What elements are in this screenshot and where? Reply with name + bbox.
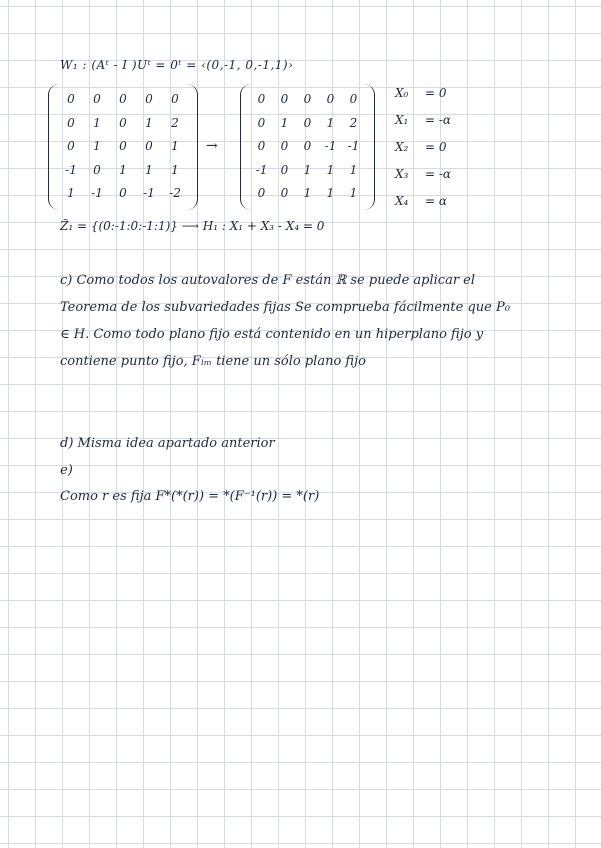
hyperplane-equation: Z̃₁ = {(0:-1:0:-1:1)} ⟶ H₁ : X₁ + X₃ - X₄ = 0 [60,219,325,233]
matrix-cell: 0 [67,115,75,130]
matrix-cell: -1 [324,139,337,154]
matrix-cell: 0 [145,139,153,154]
matrix-cell: 1 [145,115,153,130]
matrix-cell: 1 [171,139,179,154]
variable-name: X₄ [395,194,409,208]
matrix-cell: 0 [257,139,266,154]
matrix-cell: 0 [280,186,289,201]
matrix-cell: 0 [257,115,266,130]
matrix-cell: 1 [326,186,335,201]
matrix-cell: 0 [119,115,127,130]
matrix-cell: 0 [67,92,75,106]
matrix-cell: 0 [303,92,312,106]
matrix-cell: 1 [349,186,358,201]
line-e: e) [60,463,73,478]
matrix-cell: 1 [93,115,101,130]
matrix-cell: 1 [119,162,127,177]
matrix-left [48,84,198,210]
matrix-right [240,84,375,210]
variable-name: X₂ [395,140,409,154]
matrix-cell: 2 [349,115,358,130]
variable-name: X₁ [395,113,409,127]
matrix-cell: 0 [145,92,153,106]
matrix-left-entries [58,88,188,206]
matrix-cell: 0 [303,139,312,154]
line-d: d) Misma idea apartado anterior [60,436,275,451]
matrix-cell: 1 [303,186,312,201]
matrix-cell: 1 [145,162,153,177]
matrix-cell: -1 [347,139,360,154]
matrix-cell: 0 [280,139,289,154]
matrix-cell: 1 [171,162,179,177]
matrix-cell: 0 [119,139,127,154]
paragraph-c: c) Como todos los autovalores de F están ℝ se puede aplicar el Teorema de los subvariedades fijas Se comprueba fácilmente que P₀ ∈ H. Como todo plano fijo está contenido en un hiperplano fijo y contiene punto fijo, Fₗₘ tiene un sólo plano fijo [60,273,510,369]
matrix-cell: 0 [303,115,312,130]
matrix-cell: 0 [67,139,75,154]
matrix-cell: 0 [257,92,266,106]
matrix-cell: -1 [65,162,77,177]
matrix-cell: 0 [119,186,127,201]
matrix-cell: 1 [67,186,75,201]
solution-row [395,194,451,221]
matrix-cell: 0 [171,92,179,106]
matrix-left-close-paren [187,84,198,210]
reduction-arrow: → [206,138,218,154]
matrix-cell: -1 [255,162,268,177]
solution-values [395,86,451,221]
line-f: Como r es fija F*(*(r)) = *(F⁻¹(r)) = *(r) [60,489,320,504]
matrix-cell: 0 [280,162,289,177]
matrix-cell: -2 [169,186,181,201]
matrix-cell: 1 [93,139,101,154]
variable-value: = 0 [425,140,447,154]
variable-name: X₀ [395,86,409,100]
matrix-cell: 0 [326,92,335,106]
matrix-cell: 0 [257,186,266,201]
matrix-cell: 0 [280,92,289,106]
matrix-cell: 2 [171,115,179,130]
eigenspace-equation: W₁ : (Aᵗ - I )Uᵗ = 0ᵗ = ‹(0,-1, 0,-1,1)› [60,58,294,72]
matrix-cell: 0 [119,92,127,106]
matrix-cell: 1 [303,162,312,177]
variable-name: X₃ [395,167,409,181]
matrix-cell: 0 [93,92,101,106]
matrix-right-entries [250,88,365,206]
matrix-cell: 0 [93,162,101,177]
variable-value: = -α [425,167,452,181]
matrix-cell: -1 [143,186,155,201]
solution-row [395,167,451,194]
variable-value: = 0 [425,86,447,100]
matrix-right-close-paren [364,84,375,210]
solution-row [395,140,451,167]
matrix-cell: -1 [91,186,103,201]
solution-row [395,86,451,113]
matrix-cell: 0 [349,92,358,106]
solution-row [395,113,451,140]
matrix-cell: 1 [326,162,335,177]
matrix-cell: 1 [280,115,289,130]
variable-value: = -α [425,113,452,127]
variable-value: = α [425,194,447,208]
matrix-cell: 1 [326,115,335,130]
matrix-cell: 1 [349,162,358,177]
